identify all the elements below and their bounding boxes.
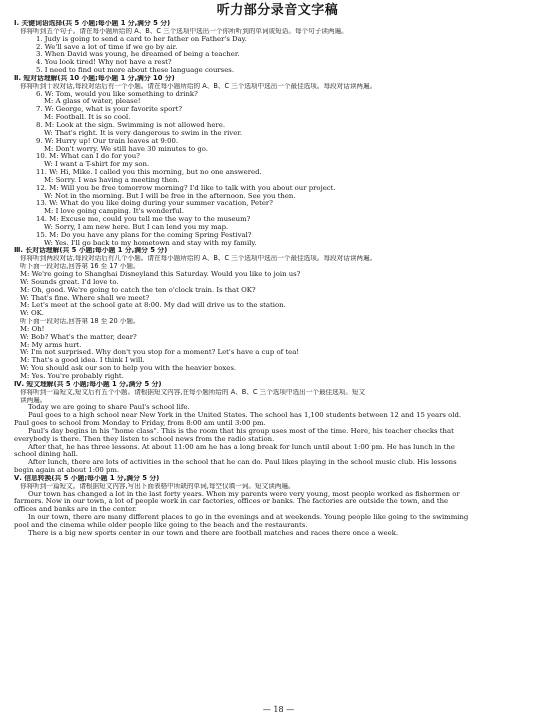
transcript-line: M: My arms hurt. <box>20 341 82 349</box>
transcript-line: In our town, there are many different places to go in the evenings and at weekends. Young people like going to the swimming <box>28 514 469 522</box>
transcript-line: W: OK. <box>20 310 44 318</box>
transcript-line: W: You should ask our son to help you with the heavier boxes. <box>20 365 237 373</box>
transcript-line: 6. W: Tom, would you like something to drink? <box>36 90 198 98</box>
transcript-line: M: Let's meet at the school gate at 8:00. My dad will drive us to the station. <box>20 302 286 310</box>
transcript-line: M: Oh! <box>20 325 45 333</box>
transcript-line: M: Oh, good. We're going to catch the ten o'clock train. Is that OK? <box>20 286 256 294</box>
transcript-line: Paul goes to school from Monday to Friday, from 8:00 am until 3:00 pm. <box>14 420 266 428</box>
transcript-line: M: A glass of water, please! <box>44 98 141 106</box>
page-number: — 18 — <box>262 705 295 714</box>
transcript-line: 8. M: Look at the sign. Swimming is not allowed here. <box>36 121 226 129</box>
transcript-line: pool and the cinema while older people like going to the beach and the restaurants. <box>14 522 308 529</box>
transcript-line: M: That's a good idea. I think I will. <box>20 357 145 365</box>
transcript-line: 9. W: Hurry up! Our train leaves at 9:00. <box>36 137 179 145</box>
section-heading: Ⅰ. 关键词语选择(共 5 小题;每小题 1 分,满分 5 分) <box>14 20 171 27</box>
transcript-line: W: That's fine. Where shall we meet? <box>20 294 150 302</box>
transcript-line: Paul's day begins in his "home class". This is the room that his group uses most of the time. Here, his teacher checks that <box>28 427 454 435</box>
transcript-line: 1. Judy is going to send a card to her father on Father's Day. <box>36 35 247 43</box>
transcript-line: W: I want a T-shirt for my son. <box>44 161 150 169</box>
section-directions: 你将听到十段对话,每段对话后有一个小题。请在每小题所给的 A、B、C 三个选项中选出一个最佳选项。每段对话读两遍。 <box>20 82 377 90</box>
transcript-line: M: I love going camping. It's wonderful. <box>44 208 184 216</box>
transcript-line: M: Don't worry. We still have 30 minutes to go. <box>44 145 209 153</box>
transcript-line: everybody is there. Then they listen to school news from the radio station. <box>14 435 275 443</box>
transcript-line: Paul goes to a high school near New York in the United States. The school has 1,100 students between 12 and 15 years old. <box>28 412 462 420</box>
transcript-line: farmers. Now in our town, a lot of people work in car factories, offices or banks. The factories are outside the town, and the <box>14 498 449 506</box>
transcript-line: 10. M: What can I do for you? <box>36 153 140 161</box>
transcript-line: M: Yes. You're probably right. <box>20 372 124 380</box>
transcript-line: W: I'm not surprised. Why don't you stop for a moment? Let's have a cup of tea! <box>20 349 300 357</box>
transcript-line: 7. W: George, what is your favorite sport? <box>36 106 183 114</box>
transcript-line: 12. M: Will you be free tomorrow morning? I'd like to talk with you about our project. <box>36 184 336 192</box>
section-directions: 听下面一段对话,回答第 18 至 20 小题。 <box>20 318 140 326</box>
transcript-line: After that, he has three lessons. At about 11:00 am he has a long break for lunch until about 1:00 pm. He has lunch in the <box>28 443 455 451</box>
section-heading: Ⅲ. 长对话理解(共 5 小题;每小题 1 分,满分 5 分) <box>14 247 168 255</box>
section-directions: 你将听到两段对话,每段对话后有几个小题。请在每小题所给的 A、B、C 三个选项中选出一个最佳选项。每段对话读两遍。 <box>20 255 377 263</box>
transcript-line: After lunch, there are lots of activities in the school that he can do. Paul likes playing in the school music club. His lessons <box>28 459 457 467</box>
transcript-line: Our town has changed a lot in the last forty years. When my parents were very young, most people worked as fishermen or <box>28 490 460 498</box>
transcript-line: There is a big new sports center in our town and there are football matches and races there once a week. <box>28 529 399 537</box>
transcript-line: W: Sorry, I am new here. But I can lend you my map. <box>44 223 229 231</box>
section-directions: 你将听到一篇短文,短文后有五个小题。请根据短文内容,在每小题所给的 A、B、C 三个选项中选出一个最佳选项。短文 <box>20 388 366 396</box>
transcript-line: school dining hall. <box>14 451 78 459</box>
transcript-line: offices and banks are in the center. <box>14 506 137 514</box>
section-heading: Ⅱ. 短对话理解(共 10 小题;每小题 1 分,满分 10 分) <box>14 74 175 82</box>
transcript-line: 15. M: Do you have any plans for the coming Spring Festival? <box>36 231 252 239</box>
transcript-line: W: Not in the morning. But I will be free in the afternoon. See you then. <box>44 192 296 200</box>
transcript-line: Today we are going to share Paul's school life. <box>28 404 190 412</box>
section-heading: Ⅳ. 短文理解(共 5 小题;每小题 1 分,满分 5 分) <box>14 380 162 388</box>
transcript-line: M: Football. It is so cool. <box>44 114 131 122</box>
transcript-line: W: Bob? What's the matter, dear? <box>20 333 137 341</box>
transcript-line: 3. When David was young, he dreamed of being a teacher. <box>36 51 240 59</box>
transcript-line: M: Sorry. I was having a meeting then. <box>44 176 180 184</box>
section-directions: 你将听到五个句子。请在每小题所给的 A、B、C 三个选项中选出一个你所听到的单词或短语。每个句子读两遍。 <box>20 27 348 35</box>
transcript-line: W: That's right. It is very dangerous to swim in the river. <box>44 129 243 137</box>
transcript-line: 2. We'll save a lot of time if we go by air. <box>36 43 178 51</box>
transcript-line: 13. W: What do you like doing during your summer vacation, Peter? <box>36 200 273 208</box>
transcript-line: 11. W: Hi, Mike. I called you this morning, but no one answered. <box>36 169 262 177</box>
section-directions: 听下面一段对话,回答第 16 至 17 小题。 <box>20 263 140 271</box>
section-directions: 你将听到一篇短文。请根据短文内容,写出下面表格中所缺的单词,每空仅填一词。短文读两遍。 <box>20 482 295 490</box>
transcript-line: 5. I need to find out more about these language courses. <box>36 67 235 75</box>
transcript-line: 4. You look tired! Why not have a rest? <box>36 59 172 67</box>
transcript-body <box>14 20 541 538</box>
transcript-line: W: Yes. I'll go back to my hometown and stay with my family. <box>44 239 257 247</box>
transcript-line: begin again at about 1:00 pm. <box>14 467 120 475</box>
section-heading: Ⅴ. 信息转换(共 5 小题;每小题 1 分,满分 5 分) <box>14 474 160 482</box>
section-directions: 读两遍。 <box>20 396 47 404</box>
transcript-line: M: We're going to Shanghai Disneyland this Saturday. Would you like to join us? <box>20 271 301 278</box>
transcript-line: W: Sounds great. I'd love to. <box>20 278 119 286</box>
transcript-line: 14. M: Excuse me, could you tell me the way to the museum? <box>36 216 251 224</box>
page-title: 听力部分录音文字稿 <box>216 3 339 18</box>
